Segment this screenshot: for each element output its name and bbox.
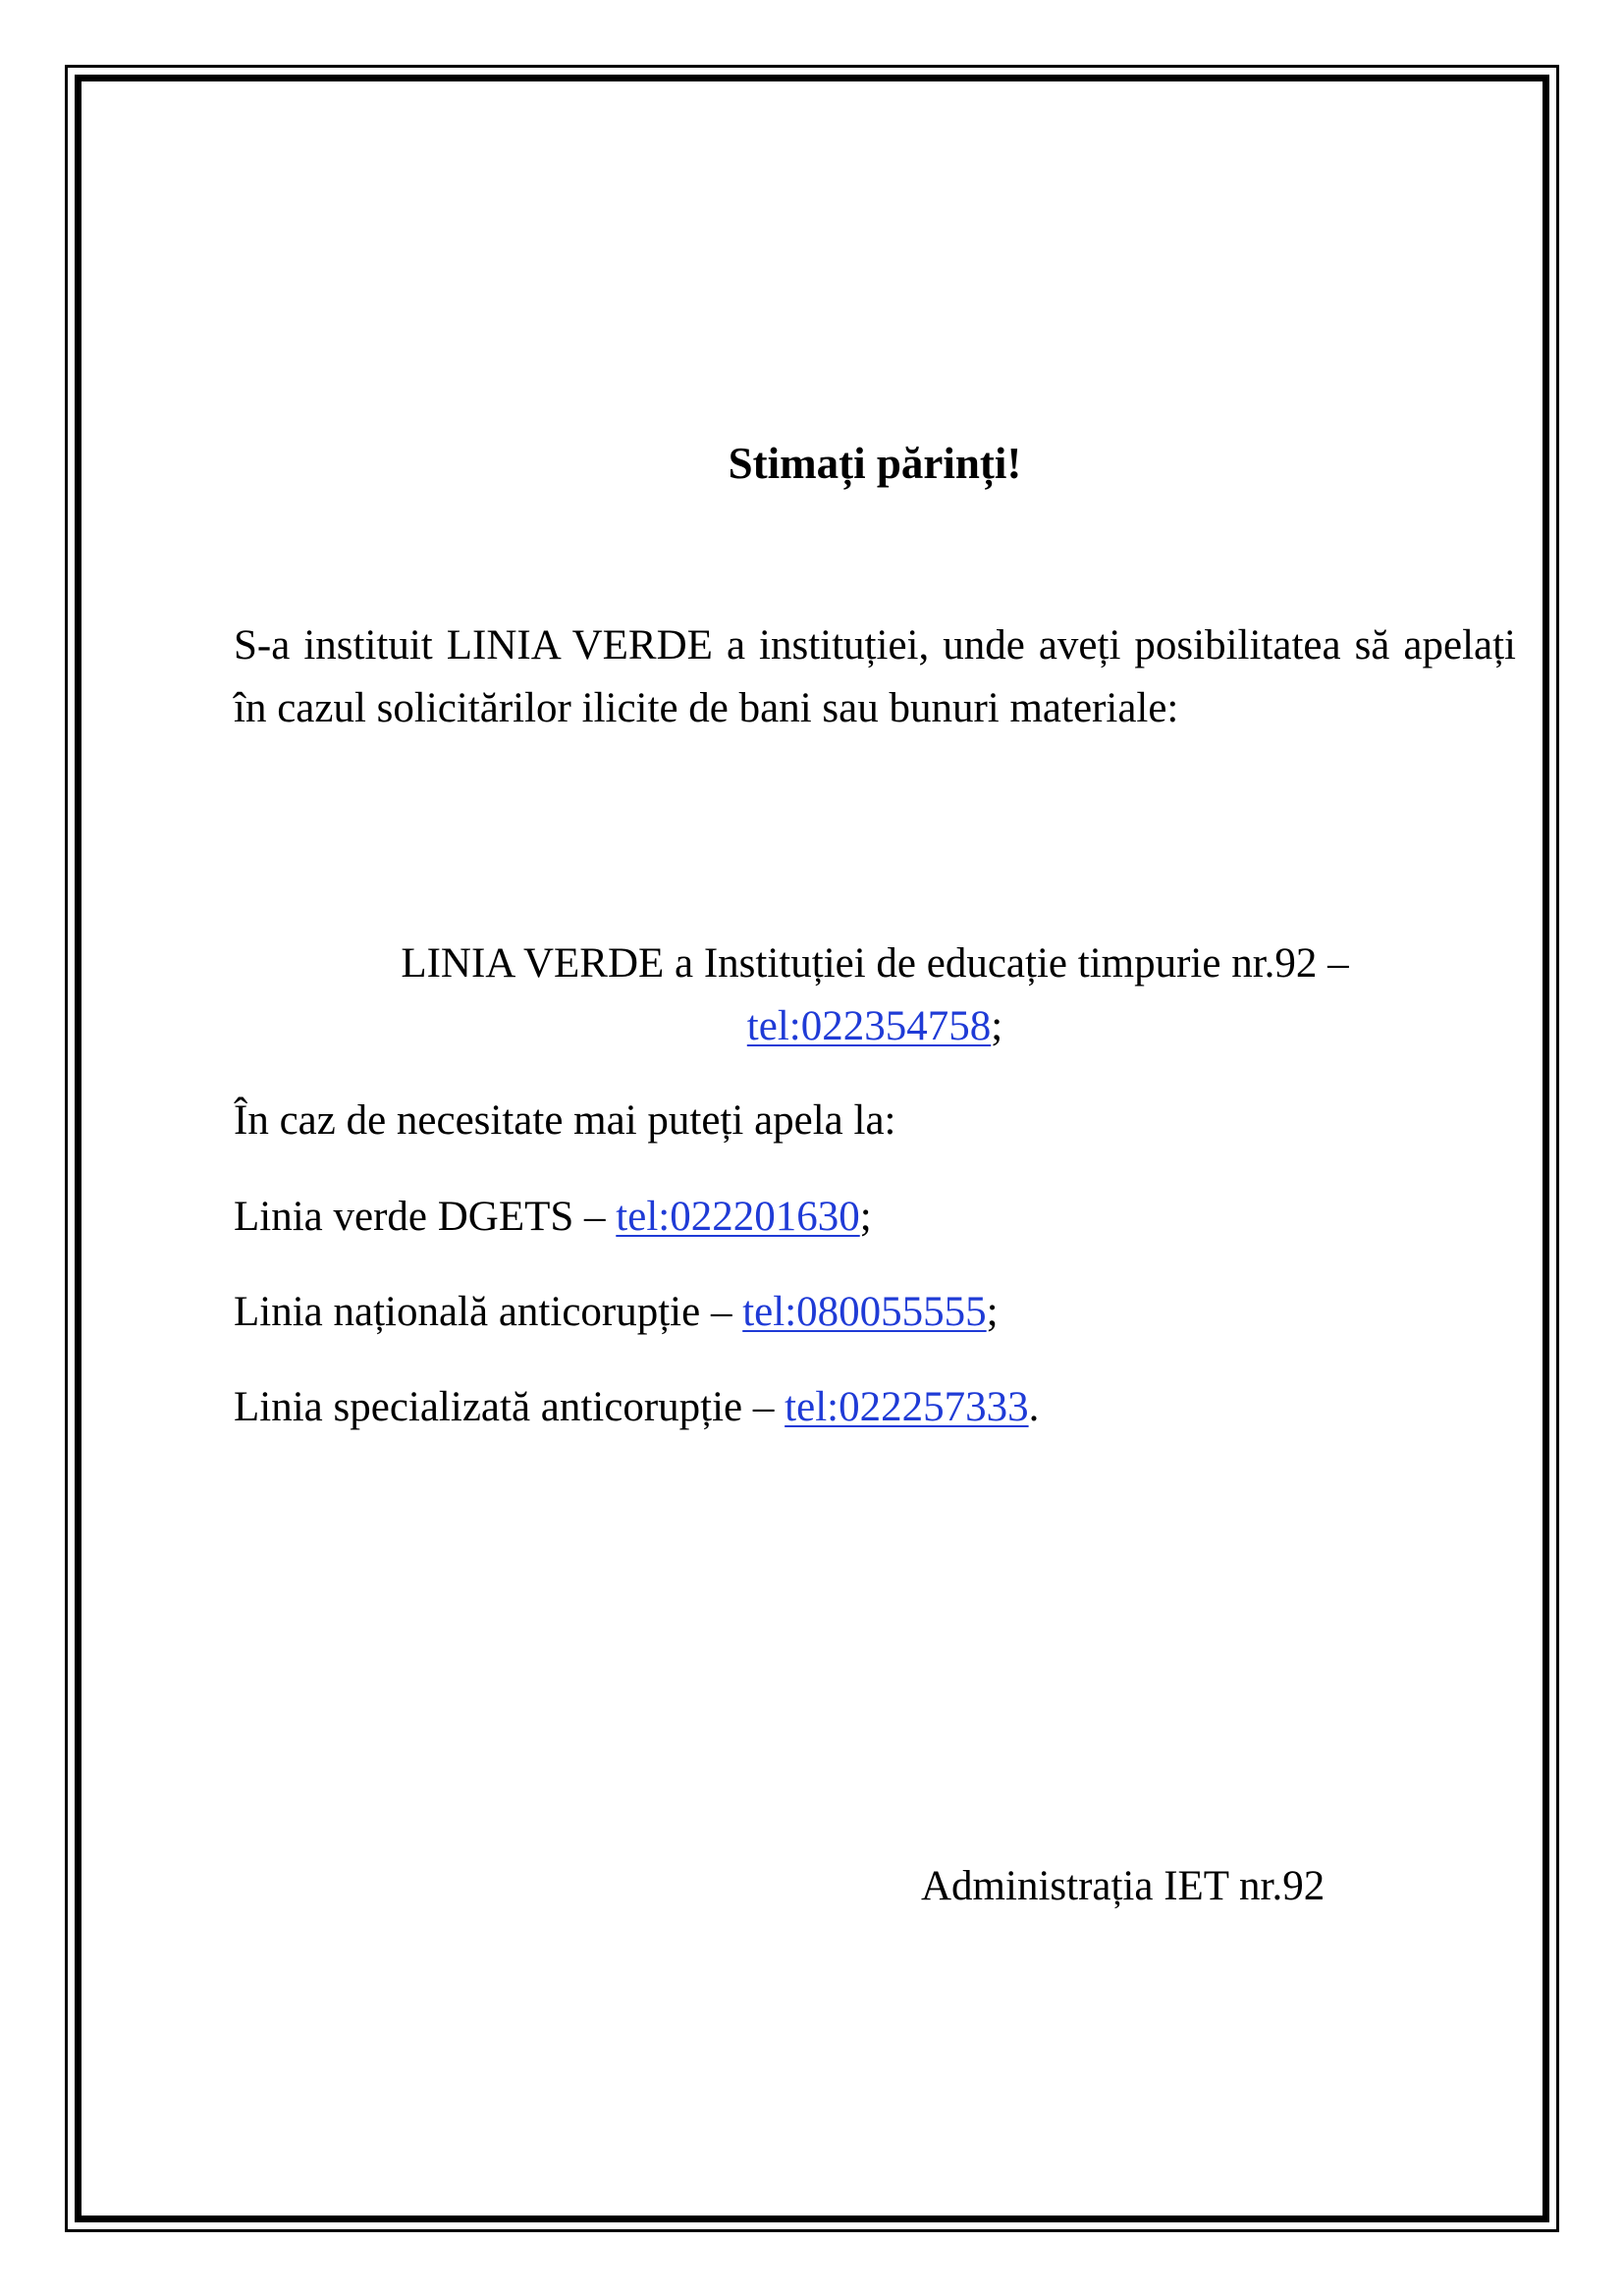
intro-paragraph: S-a instituit LINIA VERDE a instituției, unde aveți posibilitatea să apelați în cazul solicitărilor ilicite de bani sau bunuri materiale: [234, 622, 1516, 731]
line-national-suffix: ; [986, 1289, 999, 1335]
hotline-suffix: ; [991, 1003, 1003, 1049]
signature: Administrația IET nr.92 [921, 1863, 1326, 1909]
hotline-label: LINIA VERDE a Instituției de educație timpurie nr.92 – [401, 940, 1349, 987]
line-national-label: Linia națională anticorupție – [234, 1289, 732, 1335]
line-dgets-label: Linia verde DGETS – [234, 1194, 606, 1240]
hotline-phone-link[interactable]: tel:022354758 [746, 1003, 992, 1049]
line-specialized-phone-link[interactable]: tel:022257333 [785, 1384, 1029, 1430]
line-dgets-suffix: ; [859, 1194, 872, 1240]
line-dgets-phone-link[interactable]: tel:022201630 [616, 1194, 860, 1240]
line-specialized-suffix: . [1028, 1384, 1040, 1430]
line-specialized-anticorruption [234, 1376, 1516, 1439]
line-national-phone-link[interactable]: tel:080055555 [742, 1289, 987, 1335]
page-title: Stimați părinți! [728, 439, 1022, 488]
line-dgets [234, 1186, 1516, 1249]
institution-hotline [234, 933, 1516, 1058]
line-specialized-label: Linia specializată anticorupție – [234, 1384, 775, 1430]
other-lines-intro: În caz de necesitate mai puteți apela la: [234, 1097, 896, 1144]
line-national-anticorruption [234, 1281, 1516, 1344]
